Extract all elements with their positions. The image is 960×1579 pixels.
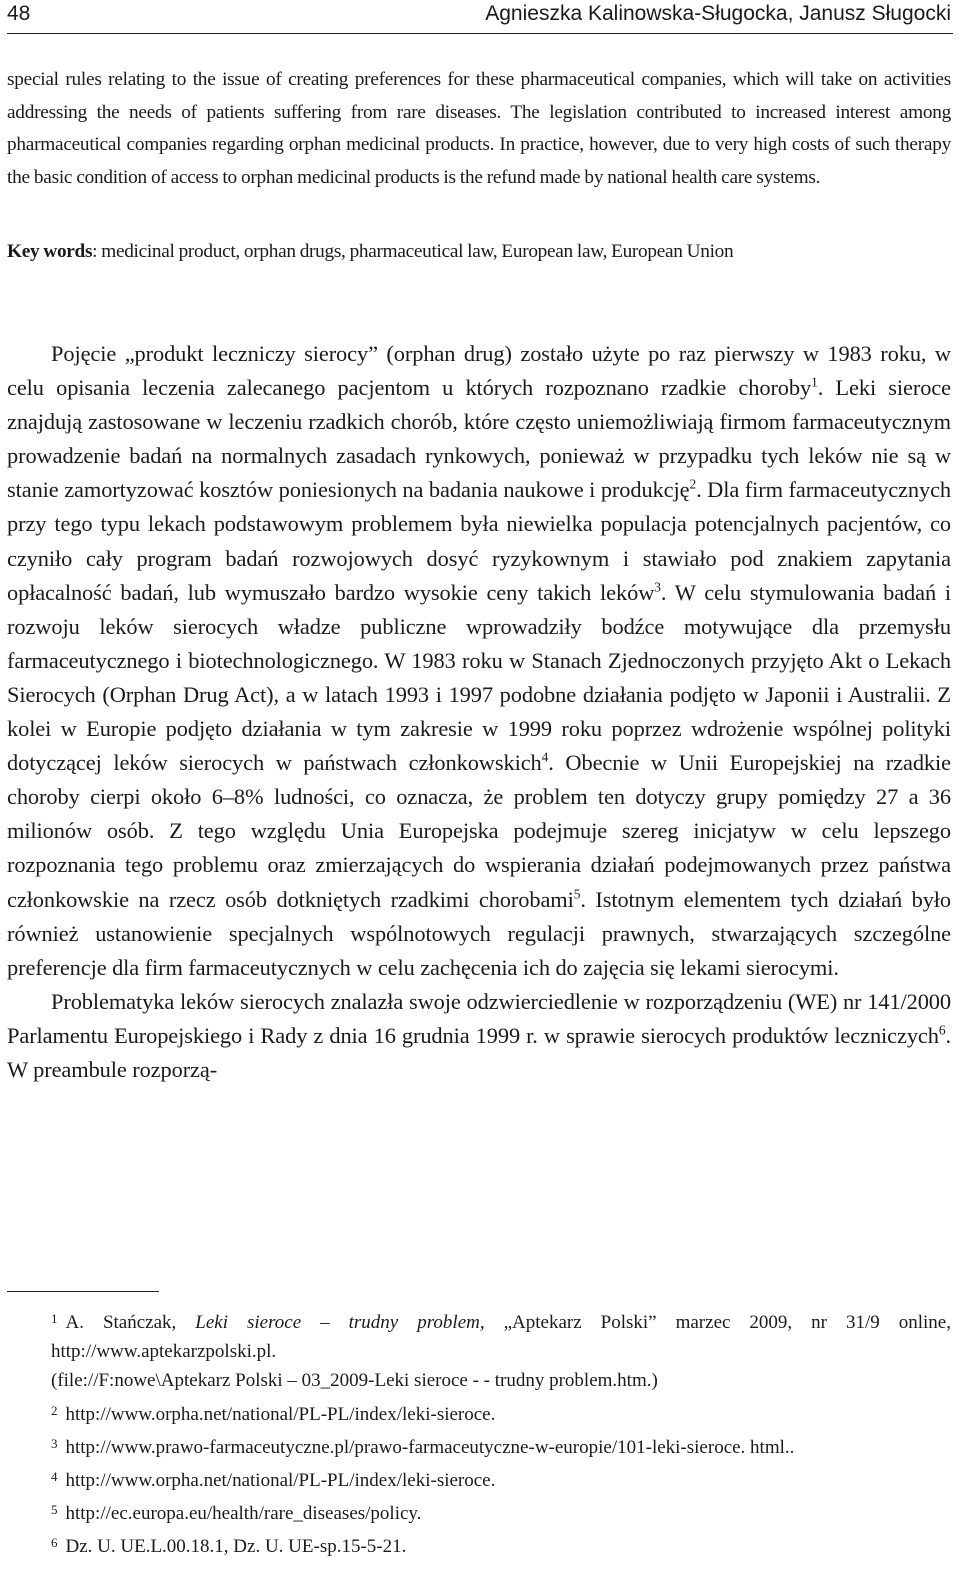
header-rule	[7, 33, 953, 34]
footnote-3: $^3$ http://www.prawo-farmaceutyczne.pl/prawo-farmaceutyczne-w-europie/101-leki-sieroce. html..	[51, 1435, 795, 1458]
header-authors: Agnieszka Kalinowska-Sługocka, Janusz Sługocki	[485, 2, 951, 25]
body-text	[7, 337, 951, 1087]
footnote-2: $^2$ http://www.orpha.net/national/PL-PL/index/leki-sieroce.	[51, 1402, 496, 1425]
body-paragraph: Pojęcie „produkt leczniczy sierocy” (orphan drug) zostało użyte po raz pierwszy w 1983 roku, w celu opisania leczenia zalecanego pacjentom u których rozpoznano rzadkie choroby$^1$. Leki sieroce znajdują zastosowane w leczeniu rzadkich chorób, które często uniemożliwiają firmom farmaceutycznym prowadzenie badań na normalnych zasadach rynkowych, ponieważ w przypadku tych leków nie są w stanie zamortyzować kosztów poniesionych na badania naukowe i produkcję$^2$. Dla firm farmaceutycznych przy tego typu lekach podstawowym problemem była niewielka populacja potencjalnych pacjentów, co czyniło cały program badań rozwojowych dosyć ryzykownym i stawiało pod znakiem zapytania opłacalność badań, lub wymuszało bardzo wysokie ceny takich leków$^3$. W celu stymulowania badań i rozwoju leków sierocych władze publiczne wprowadziły bodźce motywujące dla przemysłu farmaceutycznego i biotechnologicznego. W 1983 roku w Stanach Zjednoczonych przyjęto Akt o Lekach Sierocych (Orphan Drug Act), a w latach 1993 i 1997 podobne działania podjęto w Japonii i Australii. Z kolei w Europie podjęto działania w tym zakresie w 1999 roku poprzez wdrożenie wspólnej polityki dotyczącej leków sierocych w państwach członkowskich$^4$. Obecnie w Unii Europejskiej na rzadkie choroby cierpi około 6–8% ludności, co oznacza, że problem ten dotyczy grupy pomiędzy 27 a 36 milionów osób. Z tego względu Unia Europejska podejmuje szereg inicjatyw w celu lepszego rozpoznania tego problemu oraz zmierzających do wspierania działań podejmowanych przez państwa członkowskie na rzecz osób dotkniętych rzadkimi chorobami$^5$. Istotnym elementem tych działań było również ustanowienie specjalnych wspólnotowych regulacji prawnych, stwarzających szczególne preferencje dla firm farmaceutycznych w celu zachęcenia ich do zajęcia się lekami sierocymi.	[7, 341, 952, 980]
footnote-ref: 5	[573, 886, 581, 902]
footnote-1-continuation: (file://F:nowe\Aptekarz Polski – 03_2009-Leki sieroce - - trudny problem.htm.)	[51, 1370, 658, 1392]
footnote-4: $^4$ http://www.orpha.net/national/PL-PL/index/leki-sieroce.	[51, 1469, 496, 1492]
footnote-6: $^6$ Dz. U. UE.L.00.18.1, Dz. U. UE-sp.15-5-21.	[51, 1535, 407, 1558]
keywords-label: Key words	[7, 241, 93, 262]
footnote-rule	[7, 1291, 159, 1292]
keywords-line	[7, 236, 951, 268]
footnote-1: $^1$ A. Stańczak, Leki sieroce – trudny problem, „Aptekarz Polski” marzec 2009, nr 31/9 online, http://www.aptekarzpolski.pl.	[51, 1311, 951, 1363]
footnote-ref: 1	[811, 374, 818, 390]
running-header	[0, 0, 960, 32]
page-number: 48	[7, 2, 31, 25]
footnote-ref: 4	[541, 749, 549, 765]
body-paragraph: Problematyka leków sierocych znalazła swoje odzwierciedlenie w rozporządzeniu (WE) nr 141/2000 Parlamentu Europejskiego i Rady z dnia 16 grudnia 1999 r. w sprawie sierocych produktów leczniczych$^6$. W preambule rozporzą-	[7, 988, 951, 1082]
footnote-ref: 2	[689, 476, 697, 492]
abstract-text: special rules relating to the issue of creating preferences for these pharmaceutical companies, which will take on activities addressing the needs of patients suffering from rare diseases. The legislation contributed to increased interest among pharmaceutical companies regarding orphan medicinal products. In practice, however, due to very high costs of such therapy the basic condition of access to orphan medicinal products is the refund made by national health care systems.	[7, 69, 951, 188]
footnote-ref: 6	[938, 1022, 946, 1038]
footnote-ref: 3	[654, 579, 661, 595]
footnote-5: $^5$ http://ec.europa.eu/health/rare_diseases/policy.	[51, 1502, 422, 1525]
footnotes	[7, 1304, 951, 1562]
keywords-text: : medicinal product, orphan drugs, pharmaceutical law, European law, European Union	[92, 241, 734, 262]
